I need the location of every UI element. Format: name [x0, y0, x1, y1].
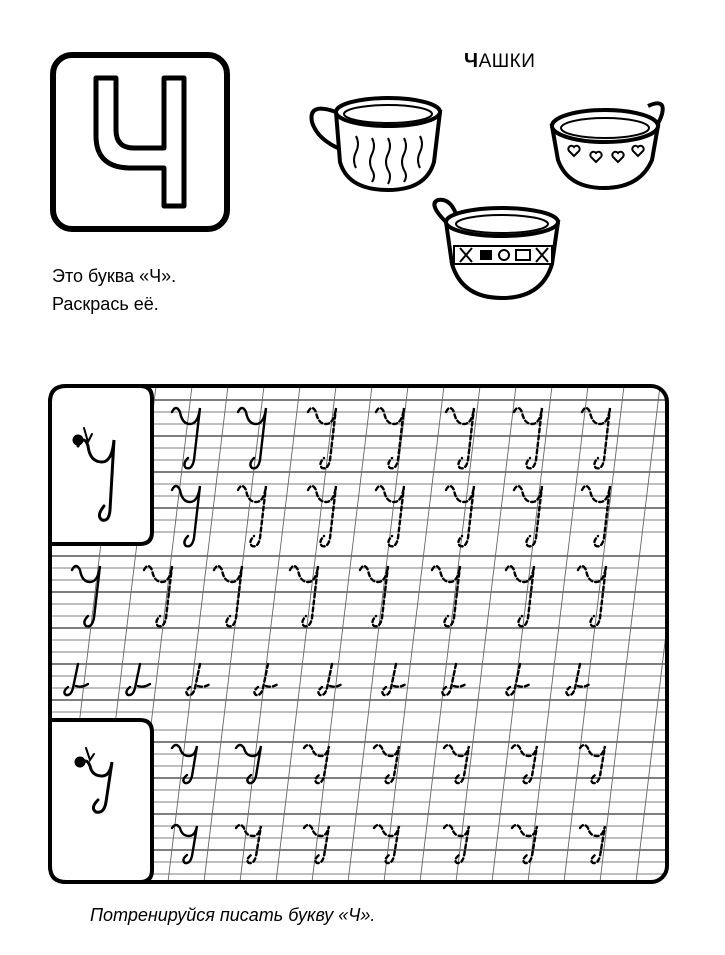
trace-stroke	[382, 664, 406, 695]
trace-letter-upper	[432, 566, 460, 626]
trace-letter-lower	[580, 825, 605, 863]
trace-letter-upper	[578, 566, 606, 626]
trace-letter-upper	[144, 566, 172, 626]
footer-instruction: Потренируйся писать букву «Ч».	[90, 905, 376, 925]
trace-letter-lower	[512, 825, 537, 863]
trace-letter-upper	[506, 566, 534, 626]
trace-letter-upper	[446, 408, 474, 468]
trace-stroke	[126, 664, 150, 695]
trace-letter-upper	[514, 408, 542, 468]
word-first-letter: Ч	[464, 50, 479, 72]
trace-letter-lower	[172, 825, 197, 863]
slant-guide	[672, 386, 725, 882]
trace-letter-lower	[444, 825, 469, 863]
trace-letter-upper	[214, 566, 242, 626]
trace-letter-upper	[514, 486, 542, 546]
word-rest: АШКИ	[478, 51, 536, 72]
intro-line-2: Раскрась её.	[52, 294, 159, 314]
trace-stroke	[318, 664, 342, 695]
trace-letter-upper	[238, 408, 266, 468]
trace-letter-upper	[360, 566, 388, 626]
trace-letter-upper	[238, 486, 266, 546]
trace-letter-upper	[290, 566, 318, 626]
trace-letter-upper	[376, 486, 404, 546]
trace-letter-lower	[236, 825, 261, 863]
trace-letter-upper	[376, 408, 404, 468]
intro-line-1: Это буква «Ч».	[52, 266, 177, 286]
trace-letter-upper	[582, 408, 610, 468]
trace-letter-upper	[308, 486, 336, 546]
sample-tab-lowercase	[50, 720, 152, 882]
trace-stroke	[566, 664, 590, 695]
trace-letter-upper	[446, 486, 474, 546]
trace-letter-lower	[374, 825, 399, 863]
trace-stroke	[186, 664, 210, 695]
trace-letter-upper	[72, 566, 100, 626]
